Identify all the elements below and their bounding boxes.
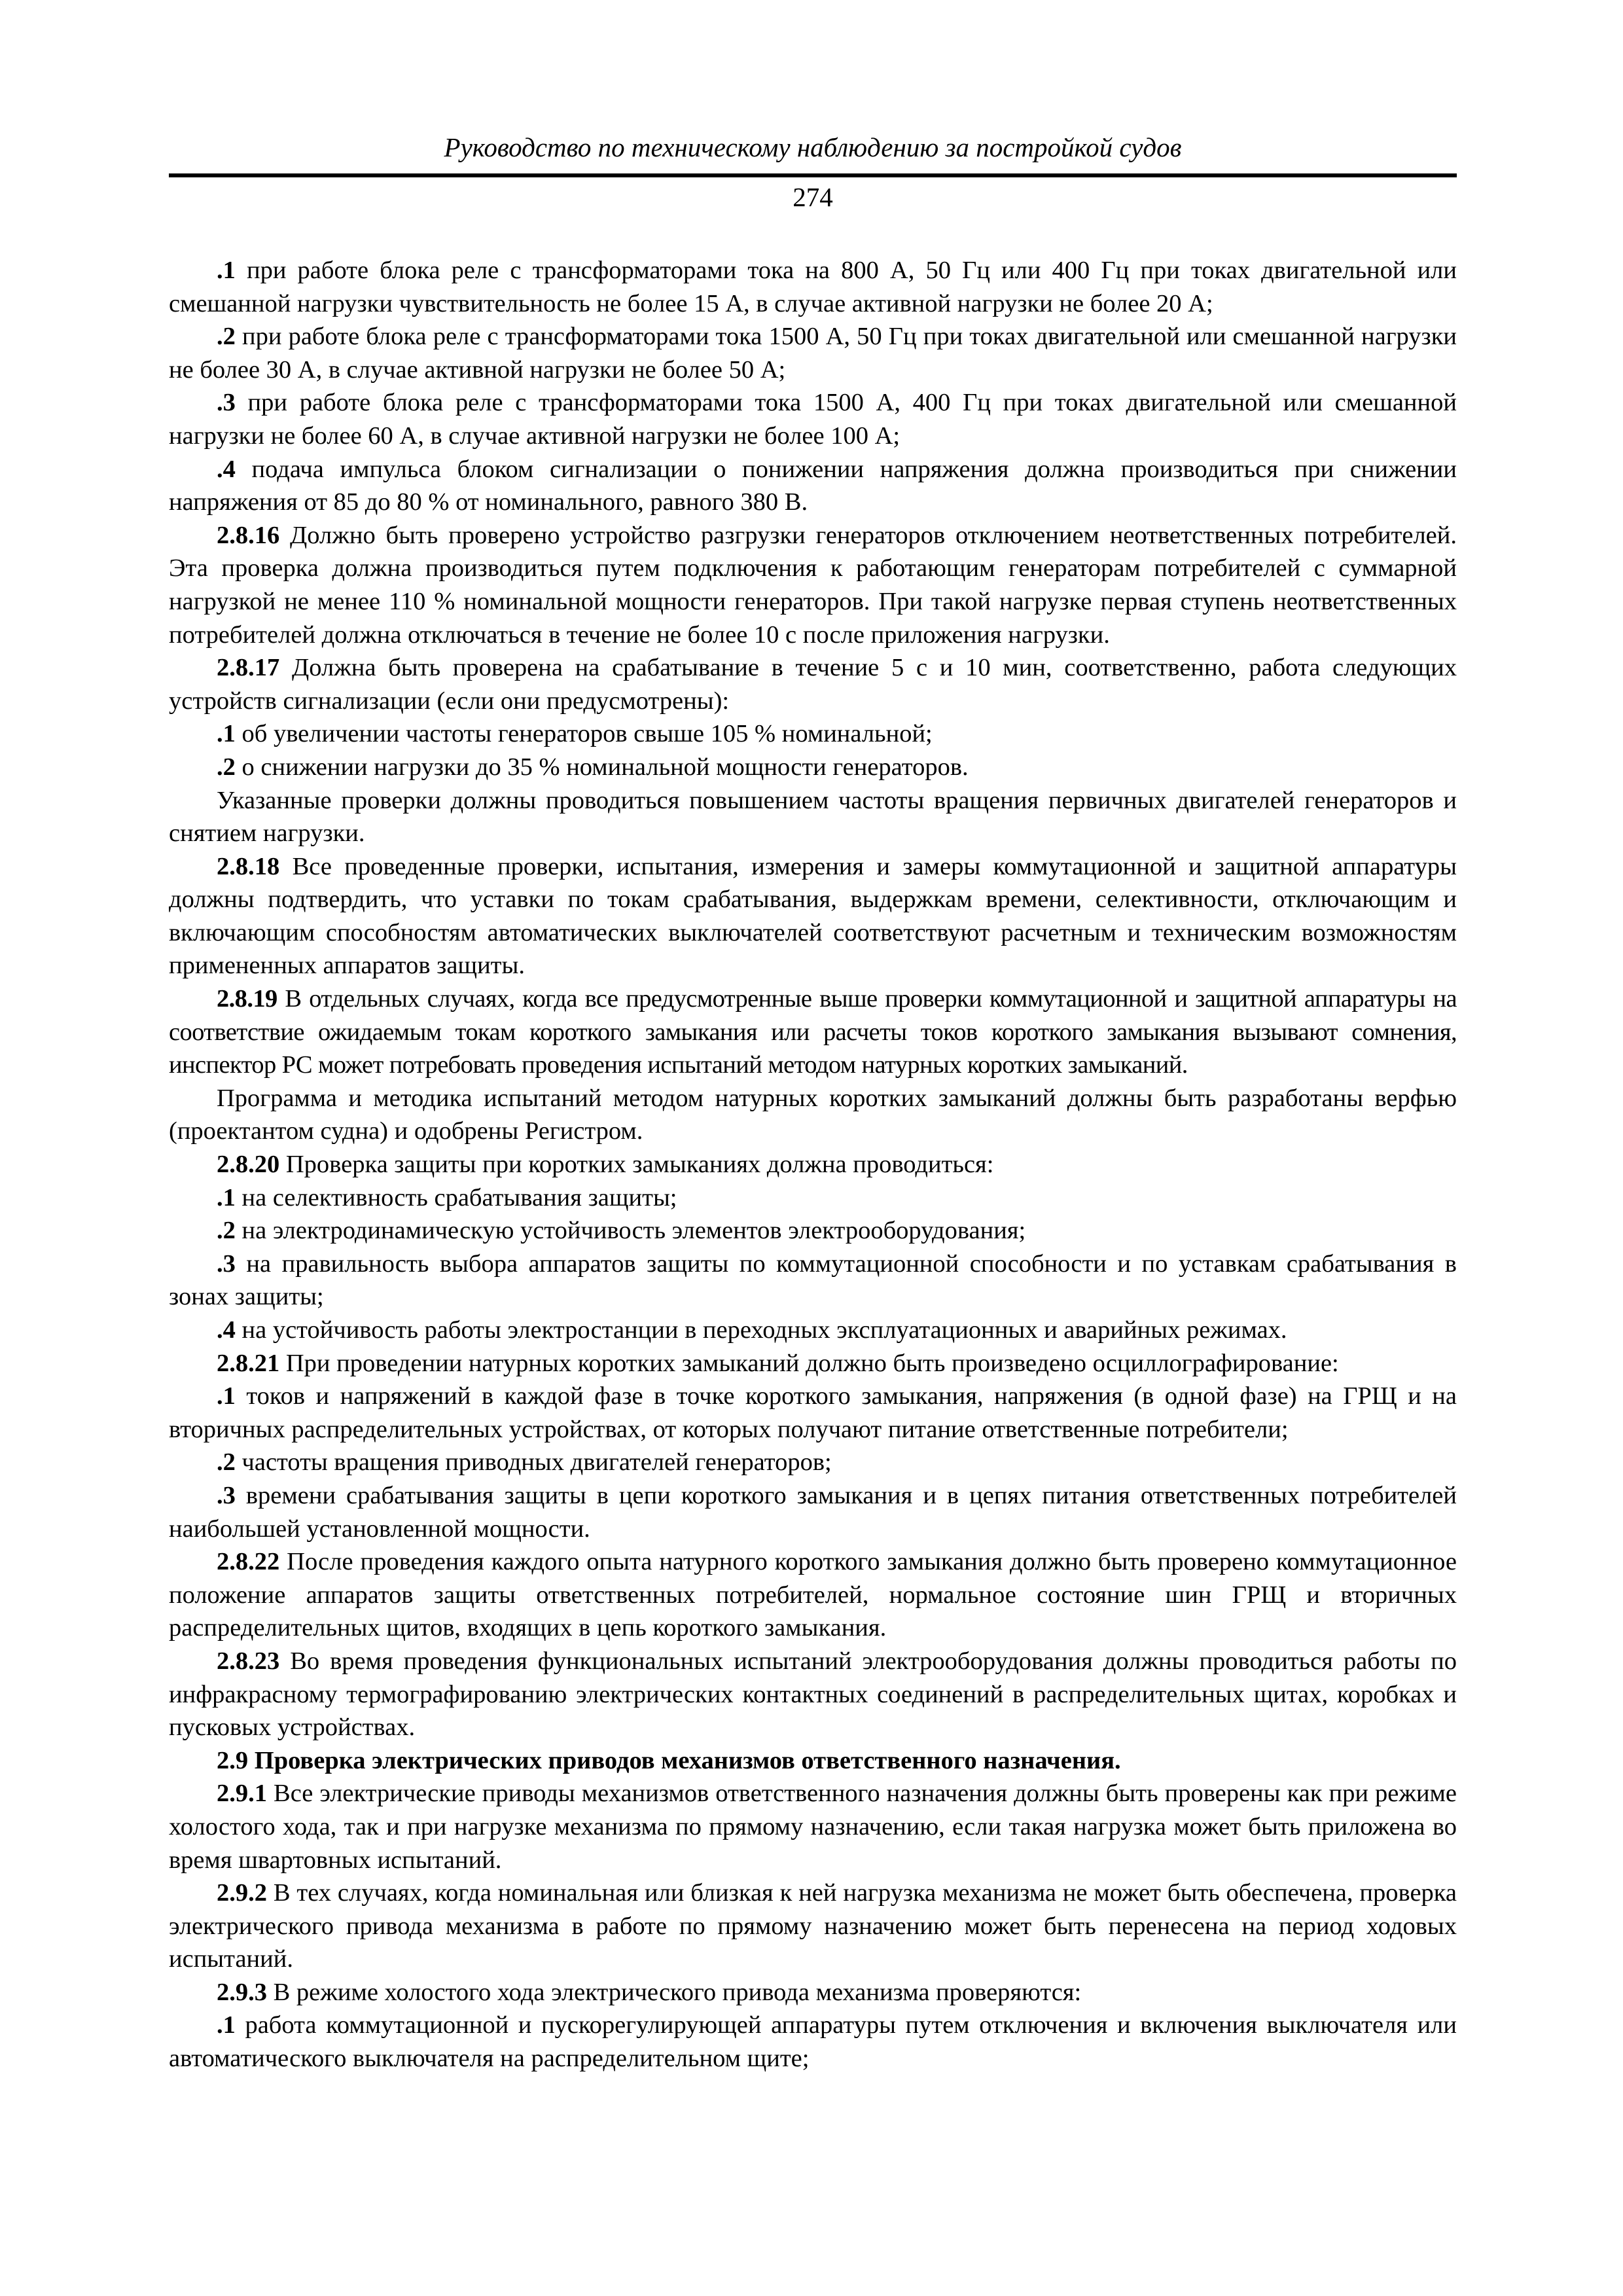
paragraph	[169, 1247, 1457, 1314]
paragraph	[169, 1314, 1457, 1347]
section-2-8-22	[169, 1545, 1457, 1645]
section-number: 2.8.21	[217, 1349, 280, 1377]
paragraph	[169, 717, 1457, 751]
item-number: .1	[217, 1183, 236, 1211]
header-rule	[169, 173, 1457, 177]
item-number: .2	[217, 1217, 236, 1245]
section-heading: 2.9 Проверка электрических приводов механизмов ответственного назначения.	[217, 1746, 1121, 1774]
paragraph-text: Должно быть проверено устройство разгрузки генераторов отключением неответственных потребителей. Эта проверка должна производиться путем подключения к работающим генераторам потребителей с суммарной нагрузкой не менее 110 % номинальной мощности генераторов. При такой нагрузке первая ступень неответственных потребителей должна отключаться в течение не более 10 с после приложения нагрузки.	[169, 521, 1457, 649]
paragraph	[169, 1214, 1457, 1247]
item-number: .1	[217, 257, 236, 284]
item-number: .2	[217, 753, 236, 781]
section-2-8-21	[169, 1347, 1457, 1380]
paragraph-text: на устойчивость работы электростанции в переходных эксплуатационных и аварийных режимах.	[235, 1316, 1287, 1344]
paragraph-text: на селективность срабатывания защиты;	[235, 1183, 677, 1211]
section-2-9-3	[169, 1976, 1457, 2009]
section-number: 2.8.18	[217, 852, 280, 880]
paragraph-text: при работе блока реле с трансформаторами тока 1500 А, 50 Гц при токах двигательной или смешанной нагрузки не более 30 А, в случае активной нагрузки не более 50 А;	[169, 323, 1457, 384]
section-number: 2.8.17	[217, 654, 280, 682]
section-number: 2.8.23	[217, 1647, 280, 1675]
section-number: 2.9.3	[217, 1978, 267, 2006]
section-2-8-20	[169, 1148, 1457, 1181]
paragraph	[169, 320, 1457, 386]
section-number: 2.8.22	[217, 1548, 280, 1576]
paragraph-text: подача импульса блоком сигнализации о понижении напряжения должна производиться при снижении напряжения от 85 до 80 % от номинального, равного 380 В.	[169, 455, 1457, 516]
paragraph-text: В отдельных случаях, когда все предусмотренные выше проверки коммутационной и защитной аппаратуры на соответствие ожидаемым токам короткого замыкания или расчеты токов короткого замыкания вызывают сомнения, инспектор РС может потребовать проведения испытаний методом натурных коротких замыканий.	[169, 985, 1457, 1079]
paragraph-text: Все электрические приводы механизмов ответственного назначения должны быть проверены как при режиме холостого хода, так и при нагрузке механизма по прямому назначению, если такая нагрузка может быть приложена во время швартовных испытаний.	[169, 1780, 1457, 1874]
paragraph-text: токов и напряжений в каждой фазе в точке короткого замыкания, напряжения (в одной фазе) на ГРЩ и на вторичных распределительных устройствах, от которых получают питание ответственные потребители;	[169, 1382, 1457, 1443]
section-heading-2-9	[169, 1744, 1457, 1778]
paragraph-text: о снижении нагрузки до 35 % номинальной мощности генераторов.	[235, 753, 969, 781]
paragraph-text: при работе блока реле с трансформаторами тока на 800 А, 50 Гц или 400 Гц при токах двигательной или смешанной нагрузки чувствительность не более 15 А, в случае активной нагрузки не более 20 А;	[169, 257, 1457, 317]
paragraph-text: при работе блока реле с трансформаторами тока 1500 А, 400 Гц при токах двигательной или смешанной нагрузки не более 60 А, в случае активной нагрузки не более 100 А;	[169, 389, 1457, 450]
section-2-8-19	[169, 982, 1457, 1082]
paragraph-text: Должна быть проверена на срабатывание в течение 5 с и 10 мин, соответственно, работа следующих устройств сигнализации (если они предусмотрены):	[169, 654, 1457, 715]
paragraph-text: Указанные проверки должны проводиться повышением частоты вращения первичных двигателей генераторов и снятием нагрузки.	[169, 786, 1457, 848]
section-2-8-18	[169, 850, 1457, 982]
item-number: .1	[217, 720, 236, 748]
section-number: 2.8.16	[217, 521, 280, 549]
paragraph-text: работа коммутационной и пускорегулирующей аппаратуры путем отключения и включения выключателя или автоматического выключателя на распределительном щите;	[169, 2011, 1457, 2073]
paragraph	[169, 386, 1457, 452]
item-number: .2	[217, 1448, 236, 1477]
paragraph-text: Программа и методика испытаний методом натурных коротких замыканий должны быть разработаны верфью (проектантом судна) и одобрены Регистром.	[169, 1084, 1457, 1145]
paragraph	[169, 453, 1457, 519]
section-2-9-2	[169, 1876, 1457, 1976]
item-number: .3	[217, 1249, 236, 1278]
item-number: .3	[217, 389, 236, 417]
item-number: .4	[217, 455, 236, 483]
item-number: .4	[217, 1316, 236, 1344]
paragraph-text: на правильность выбора аппаратов защиты по коммутационной способности и по уставкам срабатывания в зонах защиты;	[169, 1249, 1457, 1311]
paragraph-text: об увеличении частоты генераторов свыше 105 % номинальной;	[235, 720, 933, 748]
paragraph	[169, 1479, 1457, 1545]
paragraph	[169, 1446, 1457, 1479]
paragraph-text: При проведении натурных коротких замыканий должно быть произведено осциллографирование:	[279, 1349, 1339, 1377]
paragraph-text: Во время проведения функциональных испытаний электрооборудования должны проводиться работы по инфракрасному термографированию электрических контактных соединений в распределительных щитах, коробках и пусковых устройствах.	[169, 1647, 1457, 1742]
item-number: .2	[217, 323, 236, 351]
section-number: 2.9.2	[217, 1879, 267, 1907]
paragraph	[169, 2009, 1457, 2075]
section-2-9-1	[169, 1777, 1457, 1876]
paragraph-text: После проведения каждого опыта натурного короткого замыкания должно быть проверено коммутационное положение аппаратов защиты ответственных потребителей, нормальное состояние шин ГРЩ и вторичных распределительных щитов, входящих в цепь короткого замыкания.	[169, 1548, 1457, 1642]
item-number: .1	[217, 2011, 236, 2039]
paragraph	[169, 254, 1457, 320]
paragraph	[169, 1380, 1457, 1446]
paragraph	[169, 1181, 1457, 1215]
paragraph-text: Проверка защиты при коротких замыканиях должна проводиться:	[279, 1151, 994, 1179]
paragraph-text: частоты вращения приводных двигателей генераторов;	[235, 1448, 832, 1477]
section-2-8-16	[169, 519, 1457, 651]
section-number: 2.8.19	[217, 985, 277, 1013]
section-2-8-17	[169, 651, 1457, 717]
running-header: Руководство по техническому наблюдению за постройкой судов	[444, 132, 1182, 162]
paragraph-text: В тех случаях, когда номинальная или близкая к ней нагрузка механизма не может быть обеспечена, проверка электрического привода механизма в работе по прямому назначению может быть перенесена на период ходовых испытаний.	[169, 1879, 1457, 1973]
paragraph	[169, 751, 1457, 784]
section-number: 2.9.1	[217, 1780, 267, 1808]
paragraph-text: В режиме холостого хода электрического привода механизма проверяются:	[267, 1978, 1082, 2006]
paragraph	[169, 1082, 1457, 1148]
paragraph	[169, 784, 1457, 850]
body-text	[169, 254, 1457, 2075]
section-number: 2.8.20	[217, 1151, 280, 1179]
page-number: 274	[793, 182, 833, 212]
item-number: .3	[217, 1481, 236, 1509]
paragraph-text: Все проведенные проверки, испытания, измерения и замеры коммутационной и защитной аппаратуры должны подтвердить, что уставки по токам срабатывания, выдержкам времени, селективности, отключающим и включающим способностям автоматических выключателей соответствуют расчетным и техническим возможностям примененных аппаратов защиты.	[169, 852, 1457, 980]
item-number: .1	[217, 1382, 236, 1410]
section-2-8-23	[169, 1645, 1457, 1744]
paragraph-text: времени срабатывания защиты в цепи короткого замыкания и в цепях питания ответственных потребителей наибольшей установленной мощности.	[169, 1481, 1457, 1543]
paragraph-text: на электродинамическую устойчивость элементов электрооборудования;	[235, 1217, 1026, 1245]
